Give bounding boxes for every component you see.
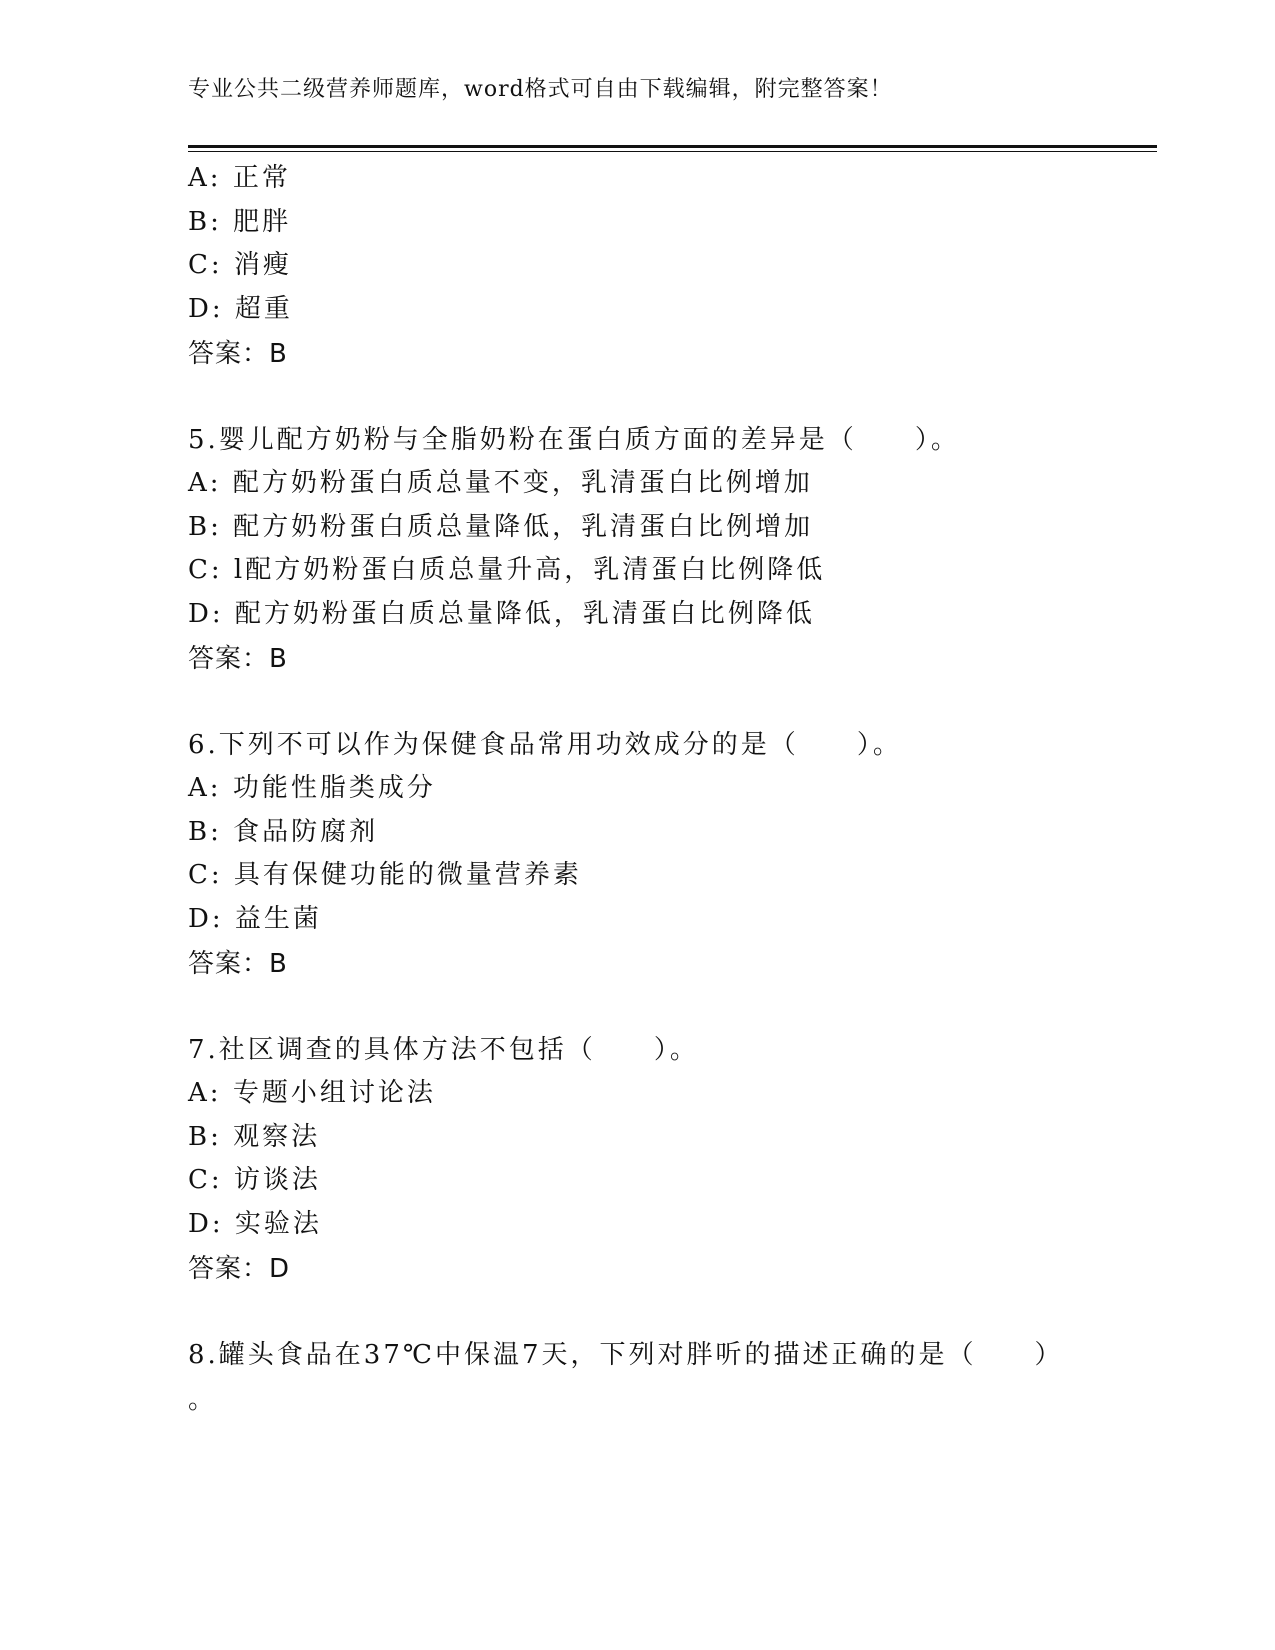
option-label: A: xyxy=(188,163,222,193)
q5-stem xyxy=(188,424,960,456)
q6-option-d xyxy=(188,903,322,935)
q6-option-b xyxy=(188,816,378,848)
option-label: C: xyxy=(188,250,223,280)
option-text: 具有保健功能的微量营养素 xyxy=(233,860,582,890)
option-label: B: xyxy=(188,1122,222,1152)
q5-option-d xyxy=(188,598,815,630)
q7-option-b xyxy=(188,1121,320,1153)
stem-text: 5.婴儿配方奶粉与全脂奶粉在蛋白质方面的差异是（ xyxy=(188,425,857,455)
option-text: 消瘦 xyxy=(233,250,292,280)
option-text: 益生菌 xyxy=(234,904,322,934)
q6-option-a xyxy=(188,772,436,804)
q5-answer: 答案：B xyxy=(188,644,288,674)
option-label: D: xyxy=(188,294,224,324)
option-label: B: xyxy=(188,817,222,847)
q7-option-c xyxy=(188,1164,321,1196)
header-rule-thick xyxy=(188,145,1157,148)
q5-option-c xyxy=(188,554,825,586)
q7-answer: 答案：D xyxy=(188,1254,291,1284)
stem-end: ）。 xyxy=(653,1035,699,1065)
option-label: B: xyxy=(188,207,222,237)
stem-end: ）。 xyxy=(914,425,960,455)
q7-option-d xyxy=(188,1208,322,1240)
q5-option-a xyxy=(188,467,813,499)
q7-stem xyxy=(188,1034,699,1066)
q4-option-b xyxy=(188,206,291,238)
option-label: A: xyxy=(188,773,222,803)
option-text: 配方奶粉蛋白质总量降低，乳清蛋白比例降低 xyxy=(234,599,815,629)
stem-end: ） xyxy=(1034,1340,1064,1370)
header-rule-thin xyxy=(188,151,1157,152)
q6-answer: 答案：B xyxy=(188,949,288,979)
q7-option-a xyxy=(188,1077,436,1109)
option-text: 超重 xyxy=(234,294,293,324)
option-label: D: xyxy=(188,599,224,629)
option-text: 肥胖 xyxy=(233,207,292,237)
q8-stem xyxy=(188,1339,1064,1371)
page-header: 专业公共二级营养师题库，word格式可自由下载编辑，附完整答案！ xyxy=(188,77,893,102)
option-text: 观察法 xyxy=(233,1122,321,1152)
q4-option-c xyxy=(188,249,292,281)
option-text: 专题小组讨论法 xyxy=(232,1078,436,1108)
q4-answer: 答案：B xyxy=(188,339,288,369)
option-label: B: xyxy=(188,512,222,542)
option-text: 访谈法 xyxy=(233,1165,321,1195)
option-text: 正常 xyxy=(232,163,291,193)
stem-text: 7.社区调查的具体方法不包括（ xyxy=(188,1035,596,1065)
option-label: D: xyxy=(188,904,224,934)
q4-option-d xyxy=(188,293,293,325)
q6-stem xyxy=(188,729,902,761)
option-text: l配方奶粉蛋白质总量升高，乳清蛋白比例降低 xyxy=(233,555,826,585)
option-label: C: xyxy=(188,1165,223,1195)
option-text: 实验法 xyxy=(234,1209,322,1239)
option-label: C: xyxy=(188,555,223,585)
option-label: A: xyxy=(188,1078,222,1108)
q5-option-b xyxy=(188,511,813,543)
stem-end: ）。 xyxy=(856,730,902,760)
option-label: D: xyxy=(188,1209,224,1239)
option-text: 配方奶粉蛋白质总量不变，乳清蛋白比例增加 xyxy=(232,468,813,498)
stem-text: 6.下列不可以作为保健食品常用功效成分的是（ xyxy=(188,730,799,760)
option-text: 功能性脂类成分 xyxy=(232,773,436,803)
option-label: C: xyxy=(188,860,223,890)
option-label: A: xyxy=(188,468,222,498)
option-text: 食品防腐剂 xyxy=(233,817,379,847)
q8-stem-continuation: 。 xyxy=(188,1385,218,1415)
option-text: 配方奶粉蛋白质总量降低，乳清蛋白比例增加 xyxy=(233,512,814,542)
stem-text: 8.罐头食品在37℃中保温7天，下列对胖听的描述正确的是（ xyxy=(188,1340,977,1370)
q4-option-a xyxy=(188,162,291,194)
q6-option-c xyxy=(188,859,582,891)
